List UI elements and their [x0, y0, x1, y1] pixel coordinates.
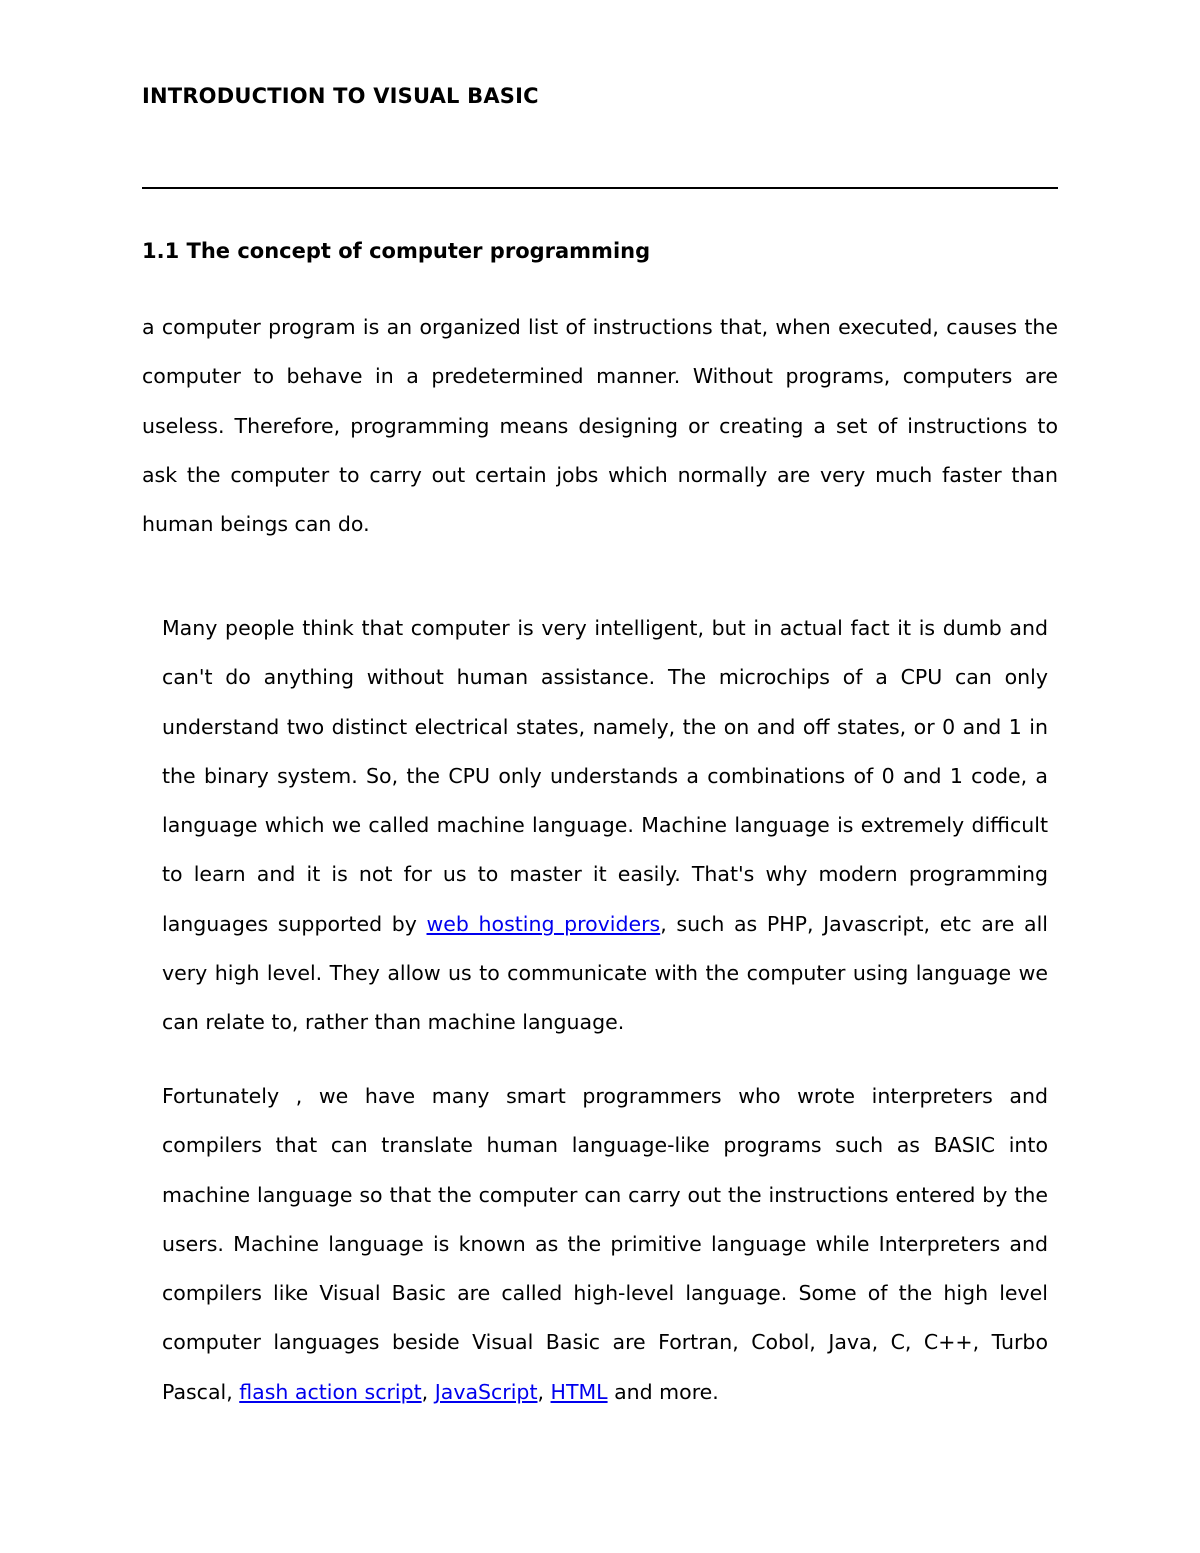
paragraph-intro: a computer program is an organized list of instructions that, when executed, causes the computer to behave in a predetermined manner. Without programs, computers are useless. Therefore, programming means designing or creating a set of instructions to ask the computer to carry out certain jobs which normally are very much faster than human beings can do. — [142, 315, 1058, 537]
paragraph-text: , such as PHP, Javascript, etc are all very high level. They allow us to communicate with the computer using language we can relate to, rather than machine language. — [162, 911, 1049, 1035]
separator-text: , — [537, 1379, 551, 1404]
web-hosting-providers-link[interactable]: web hosting providers — [426, 911, 661, 936]
javascript-link[interactable]: JavaScript — [434, 1379, 538, 1404]
paragraph-machine-language — [162, 604, 1048, 1048]
horizontal-rule — [142, 187, 1058, 189]
separator-text: , — [421, 1379, 435, 1404]
paragraph-text: Fortunately , we have many smart programmers who wrote interpreters and compilers that can translate human language-like programs such as BASIC into machine language so that the computer can carry out the instructions entered by the users. Machine language is known as the primitive language while Interpreters and compilers like Visual Basic are called high-level language. Some of the high level computer languages beside Visual Basic are Fortran, Cobol, Java, C, C++, Turbo Pascal, — [162, 1084, 1048, 1404]
paragraph-text: Many people think that computer is very intelligent, but in actual fact it is dumb and can't do anything without human assistance. The microchips of a CPU can only understand two distinct electrical states, namely, the on and off states, or 0 and 1 in the binary system. So, the CPU only understands a combinations of 0 and 1 code, a language which we called machine language. Machine language is extremely difficult to learn and it is not for us to master it easily. That's why modern programming languages supported by — [162, 616, 1048, 936]
section-heading: 1.1 The concept of computer programming — [142, 239, 651, 263]
document-title: INTRODUCTION TO VISUAL BASIC — [142, 84, 539, 108]
paragraph-text: and more. — [607, 1379, 719, 1404]
paragraph-high-level-languages — [162, 1072, 1048, 1417]
flash-action-script-link[interactable]: flash action script — [239, 1379, 422, 1404]
html-link[interactable]: HTML — [550, 1379, 608, 1404]
